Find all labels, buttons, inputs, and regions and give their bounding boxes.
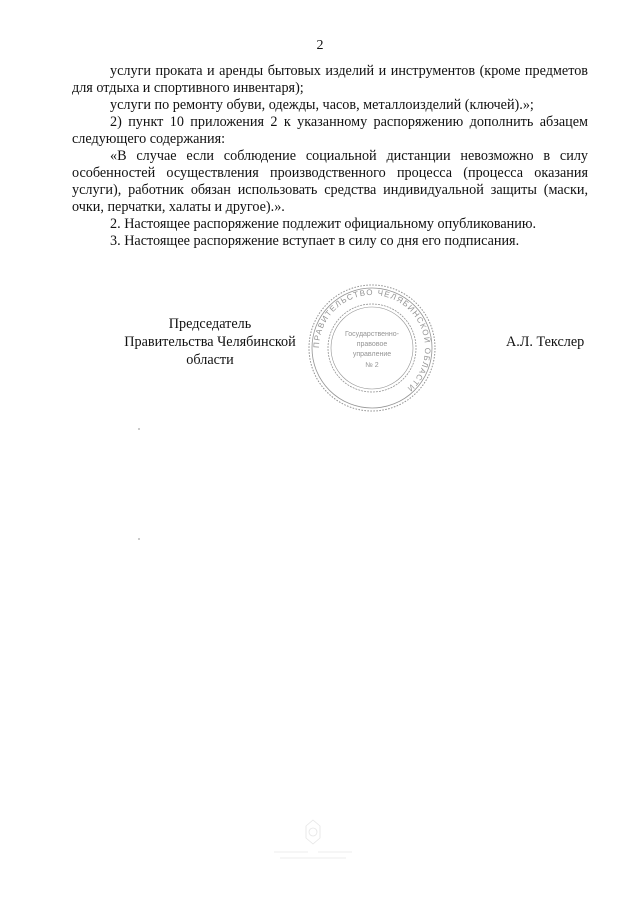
paragraph-publication: 2. Настоящее распоряжение подлежит официальному опубликованию.	[110, 216, 537, 232]
scan-speck	[138, 428, 140, 430]
page-number: 2	[316, 38, 324, 53]
paragraph-rental-services: услуги проката и аренды бытовых изделий и инструментов (кроме предметов для отдыха и спортивного инвентаря);	[72, 63, 588, 96]
official-seal-stamp	[306, 282, 438, 414]
seal-line3: управление	[352, 351, 392, 358]
paragraph-effective: 3. Настоящее распоряжение вступает в силу со дня его подписания.	[110, 233, 520, 249]
paragraph-amendment: 2) пункт 10 приложения 2 к указанному распоряжению дополнить абзацем следующего содержания:	[72, 114, 588, 147]
seal-line4: № 2	[365, 362, 379, 369]
signatory-title-line2: Правительства Челябинской области	[124, 334, 296, 368]
seal-line1: Государственно-	[344, 331, 400, 338]
signatory-title	[105, 315, 315, 369]
seal-outer-text: ПРАВИТЕЛЬСТВО ЧЕЛЯБИНСКОЙ ОБЛАСТИ	[311, 287, 433, 394]
faint-emblem-watermark	[268, 816, 358, 866]
scan-speck	[138, 538, 140, 540]
paragraph-repair-services: услуги по ремонту обуви, одежды, часов, металлоизделий (ключей).»;	[110, 97, 534, 113]
seal-line2: правовое	[356, 341, 388, 348]
signatory-title-line1: Председатель	[168, 316, 252, 332]
body-text	[72, 63, 588, 250]
signatory-name: А.Л. Текслер	[506, 334, 585, 350]
paragraph-quote: «В случае если соблюдение социальной дистанции невозможно в силу особенностей осуществления производственного процесса (процесса оказания услуги), работник обязан использовать средства индивидуальной защиты (маски, очки, перчатки, халаты и другое).».	[72, 148, 588, 215]
